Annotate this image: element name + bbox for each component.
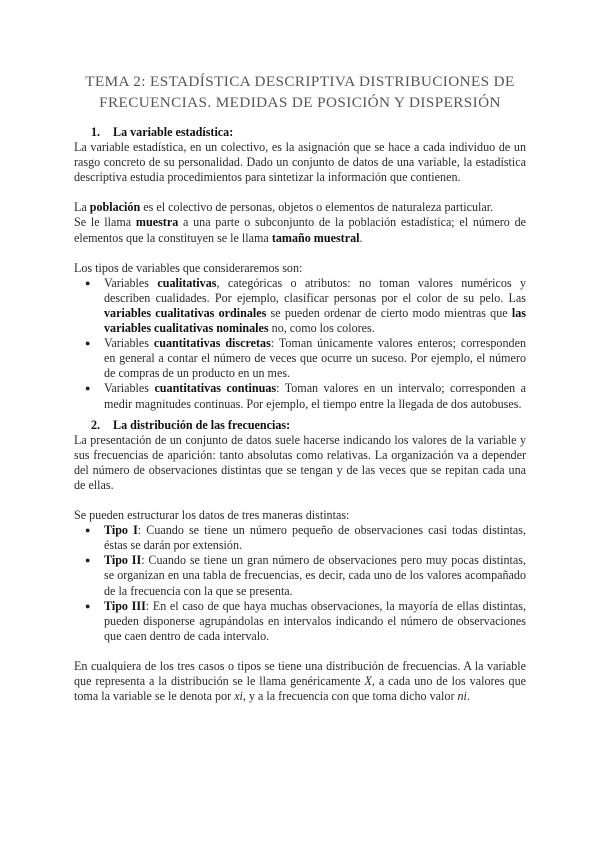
bullet-icon: ● — [85, 555, 91, 566]
bullet-icon: ● — [85, 525, 91, 536]
section-1-intro-paragraph: La variable estadística, en un colectivo, es la asignación que se hace a cada individuo de un rasgo concreto de su personalidad. Dado un conjunto de datos de una variable, la estadística descriptiva estudia procedimientos para sintetizar la información que contienen. — [74, 140, 526, 185]
muestra-definition: Se le llama muestra a una parte o subconjunto de la población estadística; el número de elementos que la constituyen se le llama tamaño muestral. — [74, 215, 526, 245]
variable-types-list — [74, 276, 526, 412]
list-item: ● Variables cuantitativas discretas: Toman únicamente valores enteros; corresponden en general a contar el número de veces que ocurre un suceso. Por ejemplo, el número de compras de un producto en un mes. — [85, 336, 526, 381]
document-body — [74, 125, 526, 704]
list-item: ● Variables cualitativas, categóricas o atributos: no toman valores numéricos y describen cualidades. Por ejemplo, clasificar personas por el color de su pelo. Las variables cualitativas ordinales se pueden ordenar de cierto modo mientras que las variables cualitativas nominales no, como los colores. — [85, 275, 526, 336]
list-item: ● Tipo I: Cuando se tiene un número pequeño de observaciones casi todas distintas, éstas se darán por extensión. — [85, 523, 526, 553]
list-item: ● Variables cuantitativas continuas: Toman valores en un intervalo; corresponden a medir magnitudes continuas. Por ejemplo, el tiempo entre la llegada de dos autobuses. — [85, 381, 526, 411]
poblacion-definition: La población es el colectivo de personas, objetos o elementos de naturaleza particular. — [74, 200, 494, 215]
section-2-title: La distribución de las frecuencias: — [113, 417, 291, 432]
section-1-number: 1. — [91, 125, 101, 139]
bullet-icon: ● — [85, 277, 91, 288]
section-1-title: La variable estadística: — [113, 125, 234, 139]
page-title: TEMA 2: ESTADÍSTICA DESCRIPTIVA DISTRIBUCIONES DE FRECUENCIAS. MEDIDAS DE POSICIÓN Y DISPERSIÓN — [85, 73, 515, 111]
bullet-icon: ● — [85, 600, 91, 611]
section-2-heading — [91, 418, 526, 433]
list-item: ● Tipo II: Cuando se tiene un gran número de observaciones pero muy pocas distintas, se organizan en una tabla de frecuencias, es decir, cada uno de los valores acompañado de la frecuencia con la que se presenta. — [85, 553, 526, 598]
list-item: ● Tipo III: En el caso de que haya muchas observaciones, la mayoría de ellas distintas, pueden disponerse agrupándolas en intervalos indicando el número de observaciones que caen dentro de cada intervalo. — [85, 598, 526, 643]
structure-ways-intro: Se pueden estructurar los datos de tres maneras distintas: — [74, 508, 350, 523]
closing-paragraph: En cualquiera de los tres casos o tipos se tiene una distribución de frecuencias. A la variable que representa a la distribución se le llama genéricamente X, a cada uno de los valores que toma la variable se le denota por xi, y a la frecuencia con que toma dicho valor ni. — [74, 658, 526, 704]
structure-types-list — [74, 523, 526, 644]
section-2-number: 2. — [91, 417, 101, 432]
section-2-intro-paragraph: La presentación de un conjunto de datos suele hacerse indicando los valores de la variable y sus frecuencias de aparición: tanto absolutas como relativas. La organización va a depender del número de observaciones distintas que se tengan y de las veces que se repitan cada una de ellas. — [74, 432, 526, 492]
section-1-heading — [91, 125, 526, 140]
bullet-icon: ● — [85, 383, 91, 394]
bullet-icon: ● — [85, 338, 91, 349]
variable-types-intro: Los tipos de variables que consideraremos son: — [74, 260, 303, 275]
